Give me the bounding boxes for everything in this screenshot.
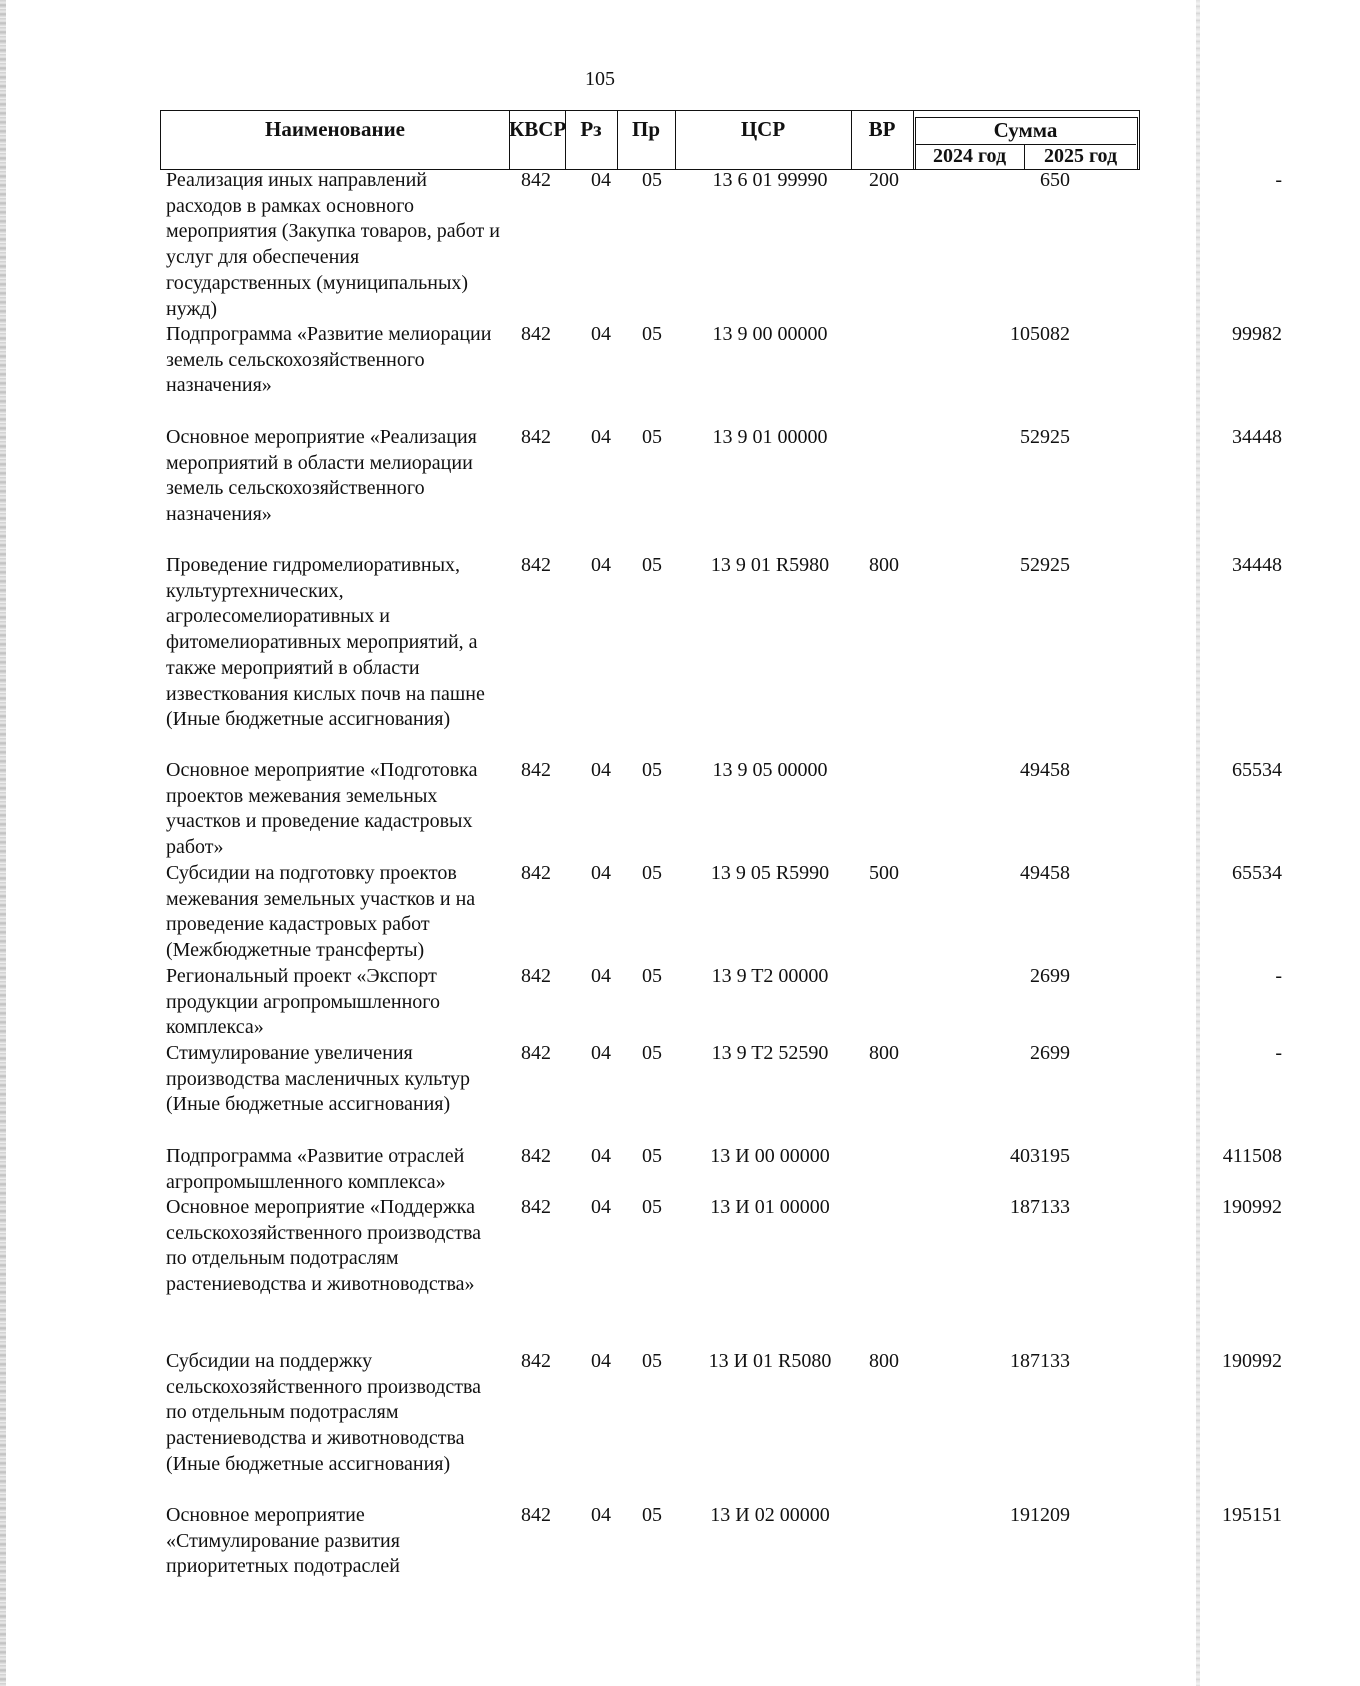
row-vr: 800 (869, 554, 899, 576)
row-csr: 13 6 01 99990 (712, 169, 828, 191)
header-pr: Пр (631, 117, 660, 141)
row-pr: 05 (642, 1504, 662, 1526)
row-2025: 190992 (1222, 1196, 1282, 1218)
row-2024: 403195 (1010, 1145, 1070, 1167)
row-2024: 191209 (1010, 1504, 1070, 1526)
row-2024: 2699 (1030, 965, 1070, 987)
row-2025: 99982 (1232, 323, 1282, 345)
row-name: Основное мероприятие «Подготовка проектов межевания земельных участков и проведение кадастровых работ» (166, 759, 478, 859)
row-2024: 650 (1040, 169, 1070, 191)
row-pr: 05 (642, 759, 662, 781)
header-divider (913, 111, 914, 169)
scan-edge-left (0, 0, 6, 1686)
row-pr: 05 (642, 426, 662, 448)
header-name: Наименование (265, 117, 405, 141)
scan-edge-right (1196, 0, 1200, 1686)
table-row (160, 1195, 1282, 1349)
row-2025: 411508 (1222, 1145, 1282, 1167)
row-2025: - (1275, 1042, 1282, 1064)
row-rz: 04 (591, 759, 611, 781)
row-2025: 34448 (1232, 426, 1282, 448)
row-kvsr: 842 (521, 1042, 551, 1064)
table-row (160, 553, 1282, 758)
page-number: 105 (585, 68, 615, 90)
row-name: Подпрограмма «Развитие мелиорации земель сельскохозяйственного назначения» (166, 323, 492, 397)
row-2024: 187133 (1010, 1196, 1070, 1218)
row-2024: 49458 (1020, 862, 1070, 884)
row-vr: 200 (869, 169, 899, 191)
row-name: Основное мероприятие «Реализация мероприятий в области мелиорации земель сельскохозяйственного назначения» (166, 426, 477, 526)
row-rz: 04 (591, 965, 611, 987)
row-pr: 05 (642, 965, 662, 987)
row-csr: 13 9 05 00000 (712, 759, 828, 781)
row-name: Региональный проект «Экспорт продукции агропромышленного комплекса» (166, 965, 440, 1039)
header-year-2024: 2024 год (932, 145, 1007, 167)
header-kvsr: КВСР (509, 117, 567, 141)
header-vr: ВР (868, 117, 896, 141)
table-row (160, 861, 1282, 964)
row-name: Реализация иных направлений расходов в рамках основного мероприятия (Закупка товаров, работ и услуг для обеспечения государственных (муниципальных) нужд) (166, 169, 500, 320)
header-year-2025: 2025 год (1043, 145, 1118, 167)
row-kvsr: 842 (521, 169, 551, 191)
row-pr: 05 (642, 323, 662, 345)
table-row (160, 964, 1282, 1041)
row-vr: 800 (869, 1350, 899, 1372)
row-csr: 13 9 00 00000 (712, 323, 828, 345)
row-name: Основное мероприятие «Поддержка сельскохозяйственного производства по отдельным подотраслям растениеводства и животноводства» (166, 1196, 482, 1296)
row-name: Подпрограмма «Развитие отраслей агропромышленного комплекса» (166, 1145, 465, 1193)
table-row (160, 168, 1282, 322)
row-2024: 105082 (1010, 323, 1070, 345)
row-csr: 13 И 01 00000 (710, 1196, 830, 1218)
row-kvsr: 842 (521, 323, 551, 345)
row-kvsr: 842 (521, 1196, 551, 1218)
row-rz: 04 (591, 1350, 611, 1372)
row-pr: 05 (642, 1145, 662, 1167)
row-pr: 05 (642, 1350, 662, 1372)
header-rz: Рз (580, 117, 602, 141)
header-years (915, 144, 1136, 170)
row-2025: - (1275, 965, 1282, 987)
row-2025: - (1275, 169, 1282, 191)
row-name: Субсидии на подготовку проектов межевания земельных участков и на проведение кадастровых работ (Межбюджетные трансферты) (166, 862, 476, 962)
row-csr: 13 9 T2 00000 (711, 965, 829, 987)
row-2025: 190992 (1222, 1350, 1282, 1372)
row-pr: 05 (642, 1042, 662, 1064)
row-csr: 13 9 01 00000 (712, 426, 828, 448)
table-row (160, 1041, 1282, 1144)
row-2024: 187133 (1010, 1350, 1070, 1372)
table-row (160, 758, 1282, 861)
row-kvsr: 842 (521, 1350, 551, 1372)
row-rz: 04 (591, 862, 611, 884)
row-2024: 52925 (1020, 554, 1070, 576)
table-row (160, 1349, 1282, 1503)
row-kvsr: 842 (521, 1145, 551, 1167)
row-rz: 04 (591, 554, 611, 576)
row-kvsr: 842 (521, 965, 551, 987)
row-rz: 04 (591, 426, 611, 448)
row-pr: 05 (642, 169, 662, 191)
row-kvsr: 842 (521, 862, 551, 884)
row-2025: 195151 (1222, 1504, 1282, 1526)
row-name: Проведение гидромелиоративных, культуртехнических, агролесомелиоративных и фитомелиоративных мероприятий, а также мероприятий в области известкования кислых почв на пашне (Иные бюджетные ассигнования) (166, 554, 485, 731)
row-rz: 04 (591, 1504, 611, 1526)
row-rz: 04 (591, 169, 611, 191)
row-2025: 65534 (1232, 862, 1282, 884)
row-pr: 05 (642, 1196, 662, 1218)
row-kvsr: 842 (521, 759, 551, 781)
row-2025: 34448 (1232, 554, 1282, 576)
row-rz: 04 (591, 1196, 611, 1218)
row-kvsr: 842 (521, 1504, 551, 1526)
row-vr: 800 (869, 1042, 899, 1064)
row-name: Основное мероприятие «Стимулирование развития приоритетных подотраслей (166, 1504, 400, 1578)
table-row (160, 1144, 1282, 1195)
row-csr: 13 И 02 00000 (710, 1504, 830, 1526)
row-csr: 13 9 T2 52590 (711, 1042, 829, 1064)
row-csr: 13 И 00 00000 (710, 1145, 830, 1167)
row-pr: 05 (642, 862, 662, 884)
row-rz: 04 (591, 1042, 611, 1064)
row-2025: 65534 (1232, 759, 1282, 781)
row-csr: 13 9 05 R5990 (710, 862, 830, 884)
row-rz: 04 (591, 323, 611, 345)
row-kvsr: 842 (521, 554, 551, 576)
header-summa: Сумма (993, 118, 1058, 142)
table-row (160, 425, 1282, 553)
row-name: Стимулирование увеличения производства масленичных культур (Иные бюджетные ассигнования) (166, 1042, 470, 1116)
row-name: Субсидии на поддержку сельскохозяйственного производства по отдельным подотраслям растениеводства и животноводства (Иные бюджетные ассигнования) (166, 1350, 482, 1475)
row-vr: 500 (869, 862, 899, 884)
row-2024: 2699 (1030, 1042, 1070, 1064)
row-rz: 04 (591, 1145, 611, 1167)
table-body (160, 168, 1282, 1583)
header-csr: ЦСР (740, 117, 786, 141)
row-kvsr: 842 (521, 426, 551, 448)
table-row (160, 1503, 1282, 1583)
row-2024: 49458 (1020, 759, 1070, 781)
row-csr: 13 9 01 R5980 (710, 554, 830, 576)
page-number-container (0, 68, 1360, 91)
table-row (160, 322, 1282, 425)
row-pr: 05 (642, 554, 662, 576)
row-2024: 52925 (1020, 426, 1070, 448)
row-csr: 13 И 01 R5080 (708, 1350, 832, 1372)
